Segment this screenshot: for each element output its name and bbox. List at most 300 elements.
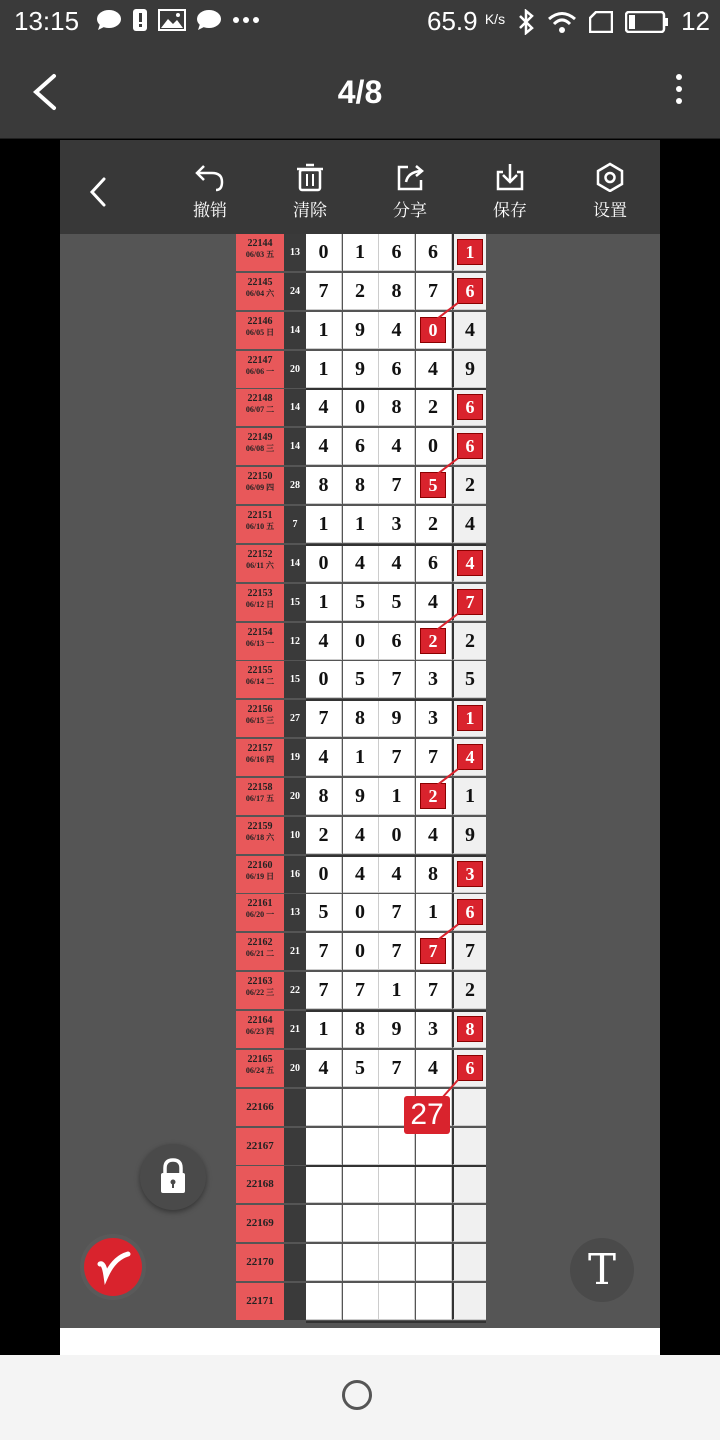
- issue-cell: [236, 1011, 284, 1048]
- highlighted-digit: 4: [457, 744, 483, 770]
- highlighted-digit: 6: [457, 899, 483, 925]
- issue-cell: [236, 584, 284, 621]
- sum-cell: 7: [284, 506, 306, 543]
- digit-cell: 5: [343, 584, 379, 621]
- issue-date: 06/13 一: [245, 638, 275, 648]
- more-notifications-icon: [232, 16, 260, 24]
- digit-cell: 4: [379, 428, 415, 465]
- table-row: [236, 545, 486, 582]
- issue-cell: [236, 1205, 284, 1242]
- digit-cell: 6: [379, 351, 415, 388]
- digit-cell: 1: [343, 739, 379, 776]
- digit-cell: 2: [416, 389, 452, 426]
- table-row: [236, 972, 486, 1009]
- sum-cell: 27: [284, 700, 306, 737]
- issue-number: 22161: [247, 898, 273, 910]
- digit-cell: 7: [416, 273, 452, 310]
- last-digit-cell: [452, 389, 486, 426]
- issue-date: 06/21 二: [245, 949, 275, 959]
- issue-number: 22158: [247, 781, 273, 793]
- issue-date: 06/06 一: [245, 366, 275, 376]
- digit-cell: 1: [306, 1011, 342, 1048]
- issue-number: 22151: [247, 509, 273, 521]
- digit-cell: 1: [416, 894, 452, 931]
- issue-cell: [236, 739, 284, 776]
- digit-cell: 2: [416, 506, 452, 543]
- issue-number: 22147: [247, 354, 273, 366]
- digit-cell: 1: [306, 351, 342, 388]
- document-image: [60, 140, 660, 1355]
- issue-cell: [236, 351, 284, 388]
- group-divider: [306, 1165, 486, 1167]
- sum-cell: [284, 1089, 306, 1126]
- issue-date: 06/19 日: [245, 871, 275, 881]
- digit-cell: 8: [416, 856, 452, 893]
- table-row: [236, 933, 486, 970]
- issue-cell: [236, 661, 284, 698]
- last-digit-cell: [452, 428, 486, 465]
- page-indicator: 4/8: [337, 74, 383, 110]
- digit-cell: 1: [343, 506, 379, 543]
- digit-cell: [343, 1166, 379, 1203]
- digit-cell: 7: [306, 933, 342, 970]
- table-row: [236, 273, 486, 310]
- table-row: [236, 623, 486, 660]
- digit-cell: 6: [416, 234, 452, 271]
- digit-cell: 4: [343, 856, 379, 893]
- digit-cell: 9: [343, 351, 379, 388]
- issue-cell: [236, 1089, 284, 1126]
- last-digit-cell: 5: [452, 661, 486, 698]
- table-row: [236, 234, 486, 271]
- issue-cell: [236, 273, 284, 310]
- issue-number: 22153: [247, 587, 273, 599]
- last-digit-cell: [452, 1244, 486, 1281]
- digit-cell: [416, 312, 452, 349]
- digit-cell: 3: [379, 506, 415, 543]
- digit-cell: 9: [379, 1011, 415, 1048]
- issue-date: 06/23 四: [245, 1027, 275, 1036]
- digit-cell: 4: [306, 389, 342, 426]
- digit-cell: 5: [343, 661, 379, 698]
- digit-cell: 9: [343, 778, 379, 815]
- sum-cell: 14: [284, 389, 306, 426]
- more-options-icon[interactable]: [672, 74, 686, 114]
- highlighted-digit: 3: [457, 861, 483, 887]
- digit-cell: [306, 1205, 342, 1242]
- status-time: 13:15: [14, 6, 80, 36]
- digit-cell: 8: [343, 467, 379, 504]
- digit-cell: [306, 1283, 342, 1320]
- digit-cell: 3: [416, 661, 452, 698]
- digit-cell: [306, 1166, 342, 1203]
- table-row: [236, 1166, 486, 1203]
- digit-cell: 4: [379, 312, 415, 349]
- table-row: [236, 389, 486, 426]
- sum-cell: 22: [284, 972, 306, 1009]
- issue-number: 22164: [247, 1015, 273, 1026]
- share-button[interactable]: 分享: [378, 162, 442, 221]
- digit-cell: 4: [343, 545, 379, 582]
- table-row: [236, 312, 486, 349]
- issue-cell: [236, 933, 284, 970]
- digit-cell: [306, 1089, 342, 1126]
- table-row: [236, 428, 486, 465]
- net-speed: 65.9 $^{K/s}$: [427, 6, 506, 36]
- group-divider: [306, 1321, 486, 1323]
- table-row: [236, 584, 486, 621]
- annotation-badge: 27: [404, 1096, 450, 1134]
- issue-cell: [236, 894, 284, 931]
- digit-cell: 4: [379, 545, 415, 582]
- issue-date: 06/20 一: [245, 910, 275, 920]
- issue-date: 06/15 三: [245, 716, 275, 726]
- group-divider: [306, 1010, 486, 1012]
- table-row: [236, 739, 486, 776]
- last-digit-cell: 7: [452, 933, 486, 970]
- digit-cell: 5: [379, 584, 415, 621]
- digit-cell: 8: [306, 467, 342, 504]
- digit-cell: 8: [379, 273, 415, 310]
- sum-cell: [284, 1205, 306, 1242]
- highlighted-digit: 1: [457, 239, 483, 265]
- issue-number: 22159: [247, 820, 273, 832]
- sum-cell: 10: [284, 817, 306, 854]
- group-divider: [306, 544, 486, 546]
- undo-button[interactable]: 撤销: [178, 162, 242, 221]
- last-digit-cell: 2: [452, 623, 486, 660]
- last-digit-cell: 9: [452, 351, 486, 388]
- issue-number: 22170: [246, 1256, 274, 1269]
- sum-cell: 20: [284, 1050, 306, 1087]
- issue-number: 22163: [247, 976, 273, 988]
- issue-number: 22150: [247, 471, 273, 483]
- last-digit-cell: 4: [452, 312, 486, 349]
- digit-cell: 7: [379, 661, 415, 698]
- issue-date: 06/04 六: [245, 288, 275, 298]
- wifi-icon: [547, 10, 577, 34]
- digit-cell: 8: [343, 1011, 379, 1048]
- digit-cell: 0: [306, 856, 342, 893]
- digit-cell: 5: [306, 894, 342, 931]
- text-tool-button[interactable]: [570, 1238, 634, 1302]
- table-row: [236, 351, 486, 388]
- last-digit-cell: [452, 1011, 486, 1048]
- sum-cell: 20: [284, 351, 306, 388]
- sum-cell: 19: [284, 739, 306, 776]
- trash-icon: [294, 162, 326, 192]
- last-digit-cell: [452, 1050, 486, 1087]
- highlighted-digit: 6: [457, 1055, 483, 1081]
- highlighted-digit: 2: [420, 783, 446, 809]
- edit-toolbar: [60, 140, 660, 234]
- sum-cell: 13: [284, 234, 306, 271]
- lottery-table: [236, 234, 486, 1328]
- group-divider: [306, 388, 486, 390]
- issue-number: 22155: [247, 665, 273, 677]
- digit-cell: [306, 1128, 342, 1165]
- digit-cell: [379, 1283, 415, 1320]
- digit-cell: [416, 1244, 452, 1281]
- issue-cell: [236, 545, 284, 582]
- last-digit-cell: [452, 1166, 486, 1203]
- sum-cell: [284, 1244, 306, 1281]
- issue-cell: [236, 1128, 284, 1165]
- digit-cell: [343, 1283, 379, 1320]
- status-bar: [0, 0, 720, 48]
- digit-cell: 4: [306, 428, 342, 465]
- app-header: [0, 48, 720, 139]
- issue-cell: [236, 1283, 284, 1320]
- sum-cell: 24: [284, 273, 306, 310]
- last-digit-cell: [452, 545, 486, 582]
- issue-date: 06/10 五: [245, 521, 275, 531]
- digit-cell: 1: [306, 506, 342, 543]
- issue-cell: [236, 623, 284, 660]
- sum-cell: [284, 1128, 306, 1165]
- digit-cell: 4: [416, 584, 452, 621]
- issue-date: 06/18 六: [245, 832, 275, 842]
- highlighted-digit: 7: [420, 938, 446, 964]
- table-row: [236, 1283, 486, 1320]
- sum-cell: 16: [284, 856, 306, 893]
- issue-cell: [236, 817, 284, 854]
- issue-cell: [236, 428, 284, 465]
- digit-cell: 6: [416, 545, 452, 582]
- digit-cell: [343, 1089, 379, 1126]
- digit-cell: 1: [343, 234, 379, 271]
- table-row: [236, 1205, 486, 1242]
- table-row: [236, 506, 486, 543]
- digit-cell: 2: [306, 817, 342, 854]
- image-viewer: [0, 140, 720, 1355]
- sum-cell: 15: [284, 584, 306, 621]
- digit-cell: 7: [379, 1050, 415, 1087]
- digit-cell: [416, 467, 452, 504]
- sum-cell: 21: [284, 933, 306, 970]
- clear-button[interactable]: 清除: [278, 162, 342, 221]
- digit-cell: 4: [306, 623, 342, 660]
- highlighted-digit: 1: [457, 705, 483, 731]
- digit-cell: 0: [306, 661, 342, 698]
- highlighted-digit: 5: [420, 472, 446, 498]
- digit-cell: 0: [343, 389, 379, 426]
- sum-cell: [284, 1166, 306, 1203]
- table-row: [236, 894, 486, 931]
- highlighted-digit: 6: [457, 278, 483, 304]
- issue-number: 22154: [247, 626, 273, 638]
- digit-cell: 6: [343, 428, 379, 465]
- table-row: [236, 700, 486, 737]
- highlighted-digit: 4: [457, 550, 483, 576]
- digit-cell: 7: [379, 739, 415, 776]
- group-divider: [306, 699, 486, 701]
- digit-cell: 4: [306, 739, 342, 776]
- settings-button[interactable]: 设置: [578, 162, 642, 221]
- last-digit-cell: [452, 700, 486, 737]
- digit-cell: 3: [416, 700, 452, 737]
- issue-number: 22162: [247, 937, 273, 949]
- sum-cell: 12: [284, 623, 306, 660]
- last-digit-cell: [452, 1283, 486, 1320]
- image-icon: [158, 9, 186, 31]
- issue-number: 22166: [246, 1100, 274, 1113]
- group-divider: [306, 855, 486, 857]
- digit-cell: 4: [379, 856, 415, 893]
- digit-cell: [416, 1166, 452, 1203]
- sum-cell: 14: [284, 545, 306, 582]
- issue-number: 22157: [247, 743, 273, 755]
- table-row: [236, 1011, 486, 1048]
- issue-cell: [236, 467, 284, 504]
- issue-cell: [236, 1050, 284, 1087]
- last-digit-cell: [452, 234, 486, 271]
- issue-number: 22146: [247, 315, 273, 327]
- last-digit-cell: 2: [452, 972, 486, 1009]
- issue-date: 06/07 二: [245, 405, 275, 415]
- last-digit-cell: 1: [452, 778, 486, 815]
- last-digit-cell: [452, 584, 486, 621]
- highlighted-digit: 8: [457, 1016, 483, 1042]
- issue-cell: [236, 506, 284, 543]
- pen-tool-button[interactable]: [84, 1238, 142, 1296]
- table-row: [236, 856, 486, 893]
- digit-cell: 7: [379, 894, 415, 931]
- sum-cell: [284, 1283, 306, 1320]
- issue-cell: [236, 778, 284, 815]
- issue-number: 22165: [247, 1053, 273, 1065]
- issue-date: 06/16 四: [245, 755, 275, 765]
- sum-cell: 15: [284, 661, 306, 698]
- digit-cell: 3: [416, 1011, 452, 1048]
- battery-level: 12: [681, 6, 710, 36]
- digit-cell: 0: [379, 817, 415, 854]
- digit-cell: [416, 623, 452, 660]
- issue-number: 22169: [246, 1217, 274, 1230]
- sum-cell: 28: [284, 467, 306, 504]
- sum-cell: 20: [284, 778, 306, 815]
- last-digit-cell: [452, 1205, 486, 1242]
- highlighted-digit: 6: [457, 433, 483, 459]
- chat-bubble-icon-2: [196, 9, 222, 31]
- digit-cell: 4: [343, 817, 379, 854]
- share-icon: [394, 162, 426, 192]
- notification-icons: [96, 8, 260, 32]
- digit-cell: 7: [379, 933, 415, 970]
- issue-cell: [236, 856, 284, 893]
- digit-cell: 9: [343, 312, 379, 349]
- digit-cell: [416, 1283, 452, 1320]
- issue-cell: [236, 972, 284, 1009]
- table-row: [236, 467, 486, 504]
- last-digit-cell: [452, 273, 486, 310]
- last-digit-cell: [452, 894, 486, 931]
- digit-cell: 0: [343, 933, 379, 970]
- digit-cell: 7: [306, 972, 342, 1009]
- digit-cell: 8: [343, 700, 379, 737]
- digit-cell: [416, 1205, 452, 1242]
- issue-cell: [236, 312, 284, 349]
- issue-number: 22171: [246, 1294, 274, 1307]
- digit-cell: 7: [416, 972, 452, 1009]
- alert-icon: [132, 8, 148, 32]
- issue-cell: [236, 234, 284, 271]
- issue-number: 22152: [247, 548, 273, 560]
- last-digit-cell: [452, 1128, 486, 1165]
- digit-cell: [343, 1205, 379, 1242]
- last-digit-cell: 4: [452, 506, 486, 543]
- issue-number: 22144: [247, 238, 273, 249]
- last-digit-cell: [452, 739, 486, 776]
- sum-cell: 13: [284, 894, 306, 931]
- undo-icon: [194, 162, 226, 192]
- last-digit-cell: [452, 1089, 486, 1126]
- digit-cell: 7: [416, 739, 452, 776]
- issue-cell: [236, 389, 284, 426]
- issue-date: 06/08 三: [245, 444, 275, 454]
- issue-date: 06/09 四: [245, 483, 275, 493]
- digit-cell: 2: [343, 273, 379, 310]
- digit-cell: 8: [379, 389, 415, 426]
- digit-cell: 6: [379, 623, 415, 660]
- digit-cell: 7: [379, 467, 415, 504]
- digit-cell: 1: [379, 778, 415, 815]
- digit-cell: [379, 1166, 415, 1203]
- digit-cell: 4: [416, 1050, 452, 1087]
- highlighted-digit: 7: [457, 589, 483, 615]
- issue-number: 22160: [247, 859, 273, 871]
- digit-cell: 0: [306, 234, 342, 271]
- digit-cell: 8: [306, 778, 342, 815]
- issue-date: 06/17 五: [245, 793, 275, 803]
- pen-check-icon: [84, 1238, 142, 1296]
- bluetooth-icon: [517, 9, 535, 35]
- sim-icon: [589, 11, 613, 33]
- chat-bubble-icon: [96, 9, 122, 31]
- issue-date: 06/05 日: [245, 327, 275, 337]
- save-button[interactable]: 保存: [478, 162, 542, 221]
- digit-cell: 7: [306, 273, 342, 310]
- battery-icon: [625, 11, 669, 33]
- digit-cell: 5: [343, 1050, 379, 1087]
- edit-back-icon[interactable]: [88, 176, 108, 208]
- table-row: [236, 661, 486, 698]
- digit-cell: 4: [416, 351, 452, 388]
- page-bottom-edge: [60, 1328, 660, 1355]
- digit-cell: 6: [379, 234, 415, 271]
- issue-number: 22145: [247, 276, 273, 288]
- digit-cell: 7: [306, 700, 342, 737]
- issue-number: 22167: [246, 1139, 274, 1152]
- digit-cell: 0: [343, 623, 379, 660]
- issue-number: 22168: [246, 1178, 274, 1191]
- lock-icon: [140, 1144, 206, 1210]
- digit-cell: 0: [416, 428, 452, 465]
- home-button-icon[interactable]: [342, 1380, 372, 1410]
- issue-date: 06/24 五: [245, 1065, 275, 1075]
- table-row: [236, 1244, 486, 1281]
- highlighted-digit: 2: [420, 628, 446, 654]
- table-row: [236, 817, 486, 854]
- lock-button[interactable]: [140, 1144, 206, 1210]
- digit-cell: 1: [306, 312, 342, 349]
- sum-cell: 14: [284, 312, 306, 349]
- digit-cell: 9: [379, 700, 415, 737]
- highlighted-digit: 6: [457, 394, 483, 420]
- last-digit-cell: [452, 856, 486, 893]
- digit-cell: [343, 1128, 379, 1165]
- digit-cell: 4: [416, 817, 452, 854]
